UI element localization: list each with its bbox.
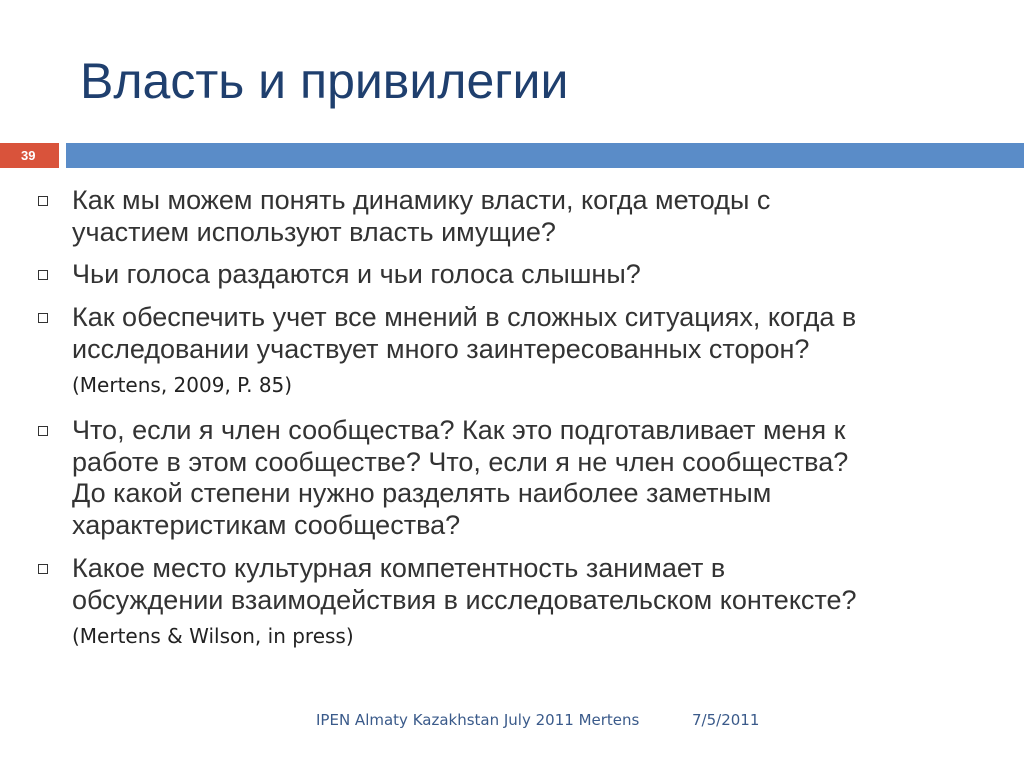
bullet-line: Как обеспечить учет все мнений в сложных ситуациях, когда в bbox=[72, 302, 857, 332]
bullet-line: Какое место культурная компетентность занимает в bbox=[72, 553, 726, 583]
citation: (Mertens & Wilson, in press) bbox=[72, 624, 354, 648]
hollow-square-bullet-icon bbox=[38, 564, 48, 574]
bullet-line: исследовании участвует много заинтересованных сторон? bbox=[72, 333, 810, 364]
citation: (Mertens, 2009, P. 85) bbox=[72, 373, 293, 397]
title-accent-bar bbox=[66, 143, 1024, 168]
bullet-text bbox=[72, 553, 972, 656]
bullet-line: участием используют власть имущие? bbox=[72, 216, 556, 247]
slide-title: Власть и привилегии bbox=[80, 53, 569, 109]
bullet-text bbox=[72, 415, 972, 541]
footer-event: IPEN Almaty Kazakhstan July 2011 Mertens bbox=[316, 711, 640, 729]
hollow-square-bullet-icon bbox=[38, 313, 48, 323]
hollow-square-bullet-icon bbox=[38, 426, 48, 436]
bullet-line: Что, если я член сообщества? Как это подготавливает меня к bbox=[72, 415, 846, 445]
footer-date: 7/5/2011 bbox=[692, 711, 760, 729]
hollow-square-bullet-icon bbox=[38, 270, 48, 280]
bullet-line: работе в этом сообществе? Что, если я не член сообщества? bbox=[72, 446, 849, 477]
bullet-text bbox=[72, 302, 972, 405]
bullet-line: До какой степени нужно разделять наиболее заметным bbox=[72, 478, 772, 508]
bullet-text bbox=[72, 259, 972, 291]
bullet-text bbox=[72, 185, 972, 248]
bullet-line: Как мы можем понять динамику власти, когда методы с bbox=[72, 185, 771, 215]
bullet-line: обсуждении взаимодействия в исследовательском контексте? bbox=[72, 584, 857, 615]
bullet-line: Чьи голоса раздаются и чьи голоса слышны? bbox=[72, 259, 641, 289]
slide-number-badge: 39 bbox=[0, 143, 59, 168]
hollow-square-bullet-icon bbox=[38, 196, 48, 206]
bullet-line: характеристикам сообщества? bbox=[72, 509, 461, 540]
